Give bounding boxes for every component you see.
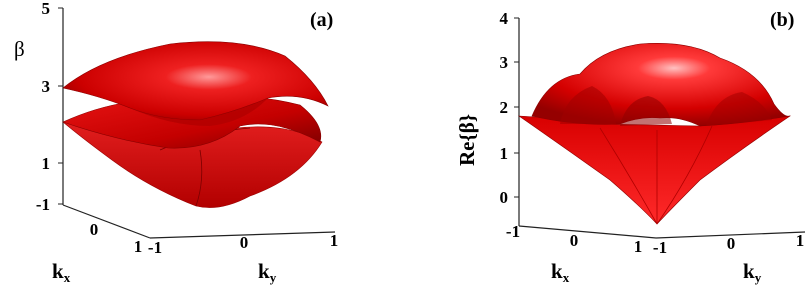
kx-axis-label <box>52 259 71 285</box>
ky-tick-label: 1 <box>329 231 339 250</box>
z-axis-label: β <box>14 37 25 61</box>
kx-axis-a <box>63 205 150 238</box>
kx-axis-label <box>551 259 570 285</box>
ky-label-main: k <box>743 259 755 283</box>
z-tick-label: 5 <box>41 0 50 18</box>
surface-b-lower-cone <box>519 116 790 224</box>
ky-axis-label <box>743 259 762 285</box>
panel-label-b: (b) <box>770 9 795 31</box>
kx-label-main: k <box>52 259 64 283</box>
kx-tick-label: -1 <box>505 222 521 241</box>
z-tick-label: 3 <box>41 77 50 96</box>
ky-label-sub: y <box>754 270 762 285</box>
kx-tick-label: 0 <box>569 231 579 250</box>
panel-label-a: (a) <box>310 9 334 31</box>
ky-tick-label: -1 <box>147 238 163 257</box>
z-tick-label: 0 <box>499 188 508 207</box>
kx-tick-label: 1 <box>133 237 143 256</box>
kx-label-sub: x <box>562 270 570 285</box>
panel-a <box>14 0 338 285</box>
kx-tick-label: 1 <box>633 237 643 256</box>
ky-tick-label: -1 <box>652 238 668 257</box>
ky-label-main: k <box>258 259 270 283</box>
z-tick-label: 1 <box>41 154 50 173</box>
z-tick-label: 3 <box>499 53 508 72</box>
ky-tick-label: 1 <box>795 231 805 250</box>
kx-label-main: k <box>551 259 563 283</box>
panel-b <box>455 9 805 285</box>
z-axis-label: Re{β} <box>455 113 479 167</box>
kx-label-sub: x <box>63 270 71 285</box>
z-tick-label: 1 <box>499 144 508 163</box>
kx-tick-label: 0 <box>89 220 99 239</box>
z-tick-label: 4 <box>499 9 508 28</box>
ky-tick-label: 0 <box>239 233 249 252</box>
z-tick-label: 2 <box>499 98 508 117</box>
ky-label-sub: y <box>269 270 277 285</box>
ky-axis-label <box>258 259 277 285</box>
ky-tick-label: 0 <box>726 234 736 253</box>
z-tick-label: -1 <box>35 195 50 214</box>
